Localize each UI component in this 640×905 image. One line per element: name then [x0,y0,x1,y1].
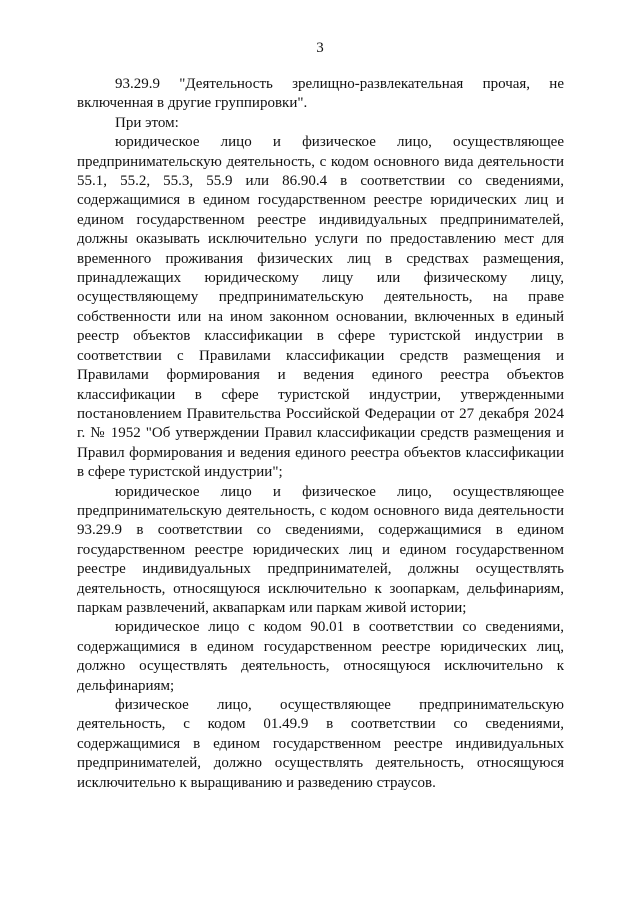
page-number: 3 [316,40,324,56]
paragraph-ostrich-breeding: физическое лицо, осуществляющее предпринимательскую деятельность, с кодом 01.49.9 в соответствии со сведениями, содержащимися в едином государственном реестре индивидуальных предпринимателей, должно осуществлять деятельность, относящуюся исключительно к выращиванию и разведению страусов. [77,697,564,791]
paragraph-accommodation-services: юридическое лицо и физическое лицо, осуществляющее предпринимательскую деятельность, с кодом основного вида деятельности 55.1, 55.2, 55.3, 55.9 или 86.90.4 в соответствии со сведениями, содержащимися в едином государственном реестре юридических лиц и едином государственном реестре индивидуальных предпринимателей, должны оказывать исключительно услуги по предоставлению мест для временного проживания физических лиц в средствах размещения, принадлежащих юридическому лицу или физическому лицу, осуществляющему предпринимательскую деятельность, на праве собственности или на ином законном основании, включенных в единый реестр объектов классификации в сфере туристской индустрии в соответствии с Правилами классификации средств размещения и Правилами формирования и ведения единого реестра объектов классификации в сфере туристской индустрии, утвержденными постановлением Правительства Российской Федерации от 27 декабря 2024 г. № 1952 "Об утверждении Правил классификации средств размещения и Правил формирования и ведения единого реестра объектов классификации в сфере туристской индустрии"; [77,134,564,481]
paragraph-dolphinarium: юридическое лицо с кодом 90.01 в соответствии со сведениями, содержащимися в едином государственном реестре юридических лиц, должно осуществлять деятельность, относящуюся исключительно к дельфинариям; [77,619,564,694]
paragraph-pri-etom: При этом: [115,114,179,131]
paragraph-okved-93-29-9: 93.29.9 "Деятельность зрелищно-развлекательная прочая, не включенная в другие группировки". [77,76,564,112]
paragraph-entertainment-activity: юридическое лицо и физическое лицо, осуществляющее предпринимательскую деятельность, с кодом основного вида деятельности 93.29.9 в соответствии со сведениями, содержащимися в едином государственном реестре юридических лиц и едином государственном реестре индивидуальных предпринимателей, должны осуществлять деятельность, относящуюся исключительно к зоопаркам, дельфинариям, паркам развлечений, аквапаркам или паркам живой истории; [77,483,564,616]
document-body [77,75,564,793]
